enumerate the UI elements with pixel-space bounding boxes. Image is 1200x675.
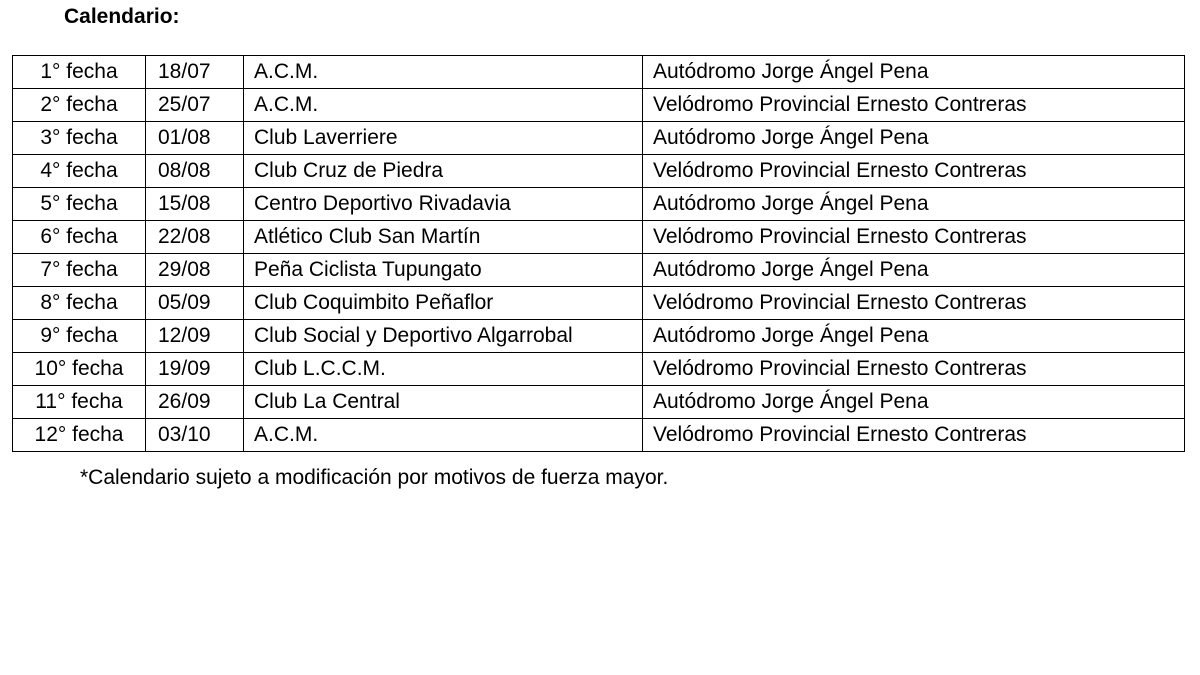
date-cell: 25/07 bbox=[146, 89, 244, 122]
table-row bbox=[13, 386, 1185, 419]
table-row bbox=[13, 221, 1185, 254]
table-row bbox=[13, 254, 1185, 287]
date-cell: 19/09 bbox=[146, 353, 244, 386]
date-cell: 29/08 bbox=[146, 254, 244, 287]
table-row bbox=[13, 320, 1185, 353]
date-cell: 18/07 bbox=[146, 56, 244, 89]
round-cell: 9° fecha bbox=[13, 320, 146, 353]
date-cell: 15/08 bbox=[146, 188, 244, 221]
club-cell: A.C.M. bbox=[244, 56, 643, 89]
round-cell: 12° fecha bbox=[13, 419, 146, 452]
round-cell: 10° fecha bbox=[13, 353, 146, 386]
club-cell: Club Cruz de Piedra bbox=[244, 155, 643, 188]
club-cell: Atlético Club San Martín bbox=[244, 221, 643, 254]
table-row bbox=[13, 122, 1185, 155]
table-row bbox=[13, 89, 1185, 122]
club-cell: Club L.C.C.M. bbox=[244, 353, 643, 386]
club-cell: Club La Central bbox=[244, 386, 643, 419]
club-cell: Club Social y Deportivo Algarrobal bbox=[244, 320, 643, 353]
venue-cell: Autódromo Jorge Ángel Pena bbox=[643, 386, 1185, 419]
date-cell: 01/08 bbox=[146, 122, 244, 155]
round-cell: 2° fecha bbox=[13, 89, 146, 122]
venue-cell: Autódromo Jorge Ángel Pena bbox=[643, 254, 1185, 287]
venue-cell: Autódromo Jorge Ángel Pena bbox=[643, 188, 1185, 221]
table-row bbox=[13, 155, 1185, 188]
venue-cell: Autódromo Jorge Ángel Pena bbox=[643, 122, 1185, 155]
date-cell: 12/09 bbox=[146, 320, 244, 353]
venue-cell: Velódromo Provincial Ernesto Contreras bbox=[643, 353, 1185, 386]
calendar-table bbox=[12, 55, 1185, 452]
club-cell: Peña Ciclista Tupungato bbox=[244, 254, 643, 287]
venue-cell: Velódromo Provincial Ernesto Contreras bbox=[643, 287, 1185, 320]
round-cell: 1° fecha bbox=[13, 56, 146, 89]
venue-cell: Autódromo Jorge Ángel Pena bbox=[643, 320, 1185, 353]
club-cell: A.C.M. bbox=[244, 89, 643, 122]
table-row bbox=[13, 353, 1185, 386]
table-row bbox=[13, 287, 1185, 320]
venue-cell: Autódromo Jorge Ángel Pena bbox=[643, 56, 1185, 89]
date-cell: 26/09 bbox=[146, 386, 244, 419]
round-cell: 3° fecha bbox=[13, 122, 146, 155]
round-cell: 7° fecha bbox=[13, 254, 146, 287]
table-row bbox=[13, 56, 1185, 89]
venue-cell: Velódromo Provincial Ernesto Contreras bbox=[643, 89, 1185, 122]
venue-cell: Velódromo Provincial Ernesto Contreras bbox=[643, 419, 1185, 452]
venue-cell: Velódromo Provincial Ernesto Contreras bbox=[643, 221, 1185, 254]
date-cell: 03/10 bbox=[146, 419, 244, 452]
table-row bbox=[13, 419, 1185, 452]
club-cell: A.C.M. bbox=[244, 419, 643, 452]
round-cell: 4° fecha bbox=[13, 155, 146, 188]
date-cell: 08/08 bbox=[146, 155, 244, 188]
venue-cell: Velódromo Provincial Ernesto Contreras bbox=[643, 155, 1185, 188]
round-cell: 8° fecha bbox=[13, 287, 146, 320]
round-cell: 11° fecha bbox=[13, 386, 146, 419]
club-cell: Club Coquimbito Peñaflor bbox=[244, 287, 643, 320]
club-cell: Club Laverriere bbox=[244, 122, 643, 155]
date-cell: 22/08 bbox=[146, 221, 244, 254]
date-cell: 05/09 bbox=[146, 287, 244, 320]
round-cell: 6° fecha bbox=[13, 221, 146, 254]
calendar-note: *Calendario sujeto a modificación por motivos de fuerza mayor. bbox=[80, 466, 669, 489]
table-row bbox=[13, 188, 1185, 221]
calendar-heading: Calendario: bbox=[64, 5, 180, 28]
club-cell: Centro Deportivo Rivadavia bbox=[244, 188, 643, 221]
round-cell: 5° fecha bbox=[13, 188, 146, 221]
